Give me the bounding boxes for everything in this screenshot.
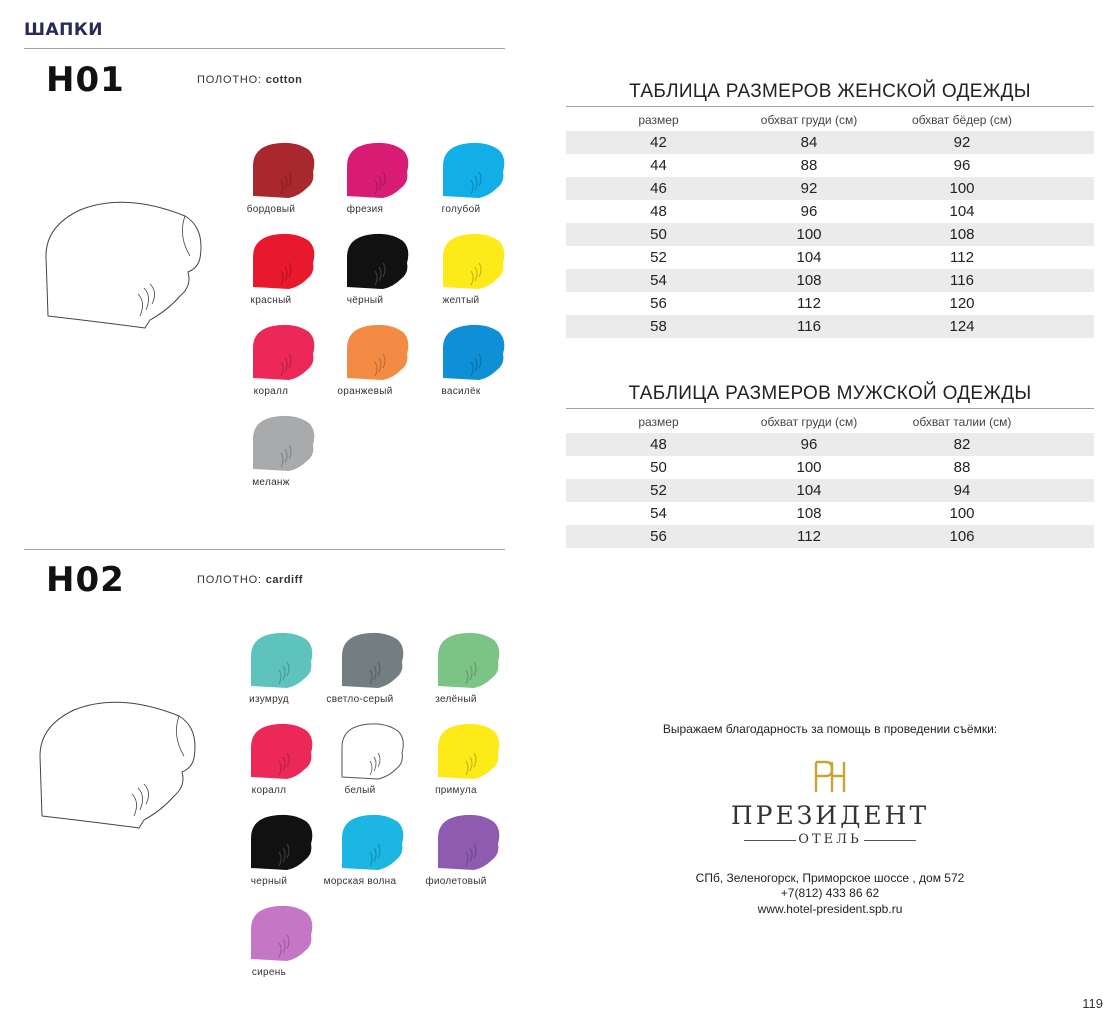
swatch-h02-4[interactable] bbox=[326, 723, 422, 809]
table-cell: 106 bbox=[949, 528, 975, 545]
fabric-h02 bbox=[197, 574, 303, 586]
table-row bbox=[566, 479, 1094, 502]
table-cell: 108 bbox=[796, 272, 822, 289]
hat-swatch-icon bbox=[251, 233, 317, 293]
hat-swatch-icon bbox=[436, 632, 502, 692]
hat-swatch-icon bbox=[249, 723, 315, 783]
men-table-title: ТАБЛИЦА РАЗМЕРОВ МУЖСКОЙ ОДЕЖДЫ bbox=[628, 383, 1032, 404]
color-name: белый bbox=[344, 785, 376, 796]
swatch-h02-5[interactable] bbox=[422, 723, 518, 809]
hotel-logo-name: ПРЕЗИДЕНТ bbox=[730, 801, 930, 830]
hat-swatch-icon bbox=[251, 415, 317, 475]
table-cell: 108 bbox=[796, 505, 822, 522]
section-title: ШАПКИ bbox=[24, 20, 104, 40]
table-cell: 104 bbox=[796, 482, 822, 499]
color-name: василёк bbox=[441, 386, 481, 397]
fabric-value: cotton bbox=[265, 74, 303, 86]
swatch-h01-3[interactable] bbox=[237, 233, 333, 319]
swatch-h01-8[interactable] bbox=[427, 324, 523, 410]
table-cell: 104 bbox=[949, 203, 975, 220]
fabric-label: ПОЛОТНО: bbox=[197, 74, 262, 86]
table-row bbox=[566, 200, 1094, 223]
hat-swatch-icon bbox=[441, 324, 507, 384]
women-table-title: ТАБЛИЦА РАЗМЕРОВ ЖЕНСКОЙ ОДЕЖДЫ bbox=[629, 81, 1031, 102]
table-row bbox=[566, 223, 1094, 246]
table-header bbox=[566, 109, 1094, 131]
hat-outline-h02 bbox=[34, 696, 204, 836]
swatch-h01-2[interactable] bbox=[427, 142, 523, 228]
color-name: коралл bbox=[251, 785, 287, 796]
table-row bbox=[566, 131, 1094, 154]
hat-swatch-icon bbox=[249, 632, 315, 692]
table-cell: 56 bbox=[650, 295, 667, 312]
table-row bbox=[566, 502, 1094, 525]
table-cell: 96 bbox=[953, 157, 971, 174]
table-cell: 112 bbox=[797, 528, 821, 545]
table-cell: 48 bbox=[650, 203, 667, 220]
header-chest: обхват груди (см) bbox=[760, 113, 858, 127]
table-cell: 96 bbox=[800, 436, 818, 453]
product-divider bbox=[24, 549, 505, 550]
color-name: светло-серый bbox=[326, 694, 394, 705]
table-row bbox=[566, 154, 1094, 177]
swatch-h02-8[interactable] bbox=[422, 814, 518, 900]
table-cell: 112 bbox=[797, 295, 821, 312]
swatch-h02-7[interactable] bbox=[323, 814, 422, 900]
table-cell: 48 bbox=[650, 436, 667, 453]
table-cell: 52 bbox=[650, 249, 667, 266]
table-cell: 92 bbox=[953, 134, 971, 151]
hat-swatch-icon bbox=[345, 233, 411, 293]
swatch-h02-6[interactable] bbox=[235, 814, 331, 900]
table-cell: 88 bbox=[800, 157, 818, 174]
table-cell: 96 bbox=[800, 203, 818, 220]
color-name: сирень bbox=[251, 967, 287, 978]
hotel-phone: +7(812) 433 86 62 bbox=[780, 886, 880, 900]
table-row bbox=[566, 315, 1094, 338]
table-header bbox=[566, 411, 1094, 433]
header-chest: обхват груди (см) bbox=[760, 415, 858, 429]
color-name: желтый bbox=[442, 295, 480, 306]
table-cell: 44 bbox=[650, 157, 667, 174]
swatch-h02-1[interactable] bbox=[326, 632, 422, 718]
color-name: красный bbox=[250, 295, 292, 306]
men-size-table bbox=[566, 411, 1094, 548]
header-size: размер bbox=[638, 415, 679, 429]
swatch-h02-9[interactable] bbox=[235, 905, 331, 991]
header-waist: обхват талии (см) bbox=[912, 415, 1012, 429]
logo-rule-right bbox=[864, 840, 916, 841]
hat-swatch-icon bbox=[251, 142, 317, 202]
hat-swatch-icon bbox=[249, 905, 315, 965]
table-cell: 58 bbox=[650, 318, 667, 335]
table-cell: 50 bbox=[650, 226, 667, 243]
table-cell: 50 bbox=[650, 459, 667, 476]
table-cell: 52 bbox=[650, 482, 667, 499]
table-cell: 108 bbox=[949, 226, 975, 243]
swatch-h01-9[interactable] bbox=[237, 415, 333, 501]
table-cell: 116 bbox=[797, 318, 821, 335]
color-name: голубой bbox=[441, 204, 481, 215]
hat-swatch-icon bbox=[340, 632, 406, 692]
hat-swatch-icon bbox=[340, 814, 406, 874]
color-name: фиолетовый bbox=[425, 876, 487, 887]
table-row bbox=[566, 246, 1094, 269]
table-cell: 88 bbox=[953, 459, 971, 476]
table-cell: 92 bbox=[800, 180, 818, 197]
color-name: меланж bbox=[252, 477, 290, 488]
swatch-h01-4[interactable] bbox=[331, 233, 427, 319]
table-cell: 100 bbox=[949, 505, 975, 522]
color-name: примула bbox=[435, 785, 477, 796]
table-cell: 42 bbox=[650, 134, 667, 151]
hat-outline-h01 bbox=[40, 196, 210, 336]
table-row bbox=[566, 177, 1094, 200]
table-cell: 104 bbox=[796, 249, 822, 266]
header-hips: обхват бёдер (см) bbox=[911, 113, 1013, 127]
page-number: 119 bbox=[1082, 996, 1103, 1011]
table-cell: 120 bbox=[949, 295, 975, 312]
table-cell: 124 bbox=[949, 318, 975, 335]
hat-swatch-icon bbox=[345, 142, 411, 202]
swatch-h01-1[interactable] bbox=[331, 142, 427, 228]
color-name: коралл bbox=[253, 386, 289, 397]
hat-swatch-icon bbox=[436, 814, 502, 874]
fabric-value: cardiff bbox=[265, 574, 303, 586]
hat-swatch-icon bbox=[436, 723, 502, 783]
table-cell: 100 bbox=[796, 226, 822, 243]
table-cell: 54 bbox=[650, 505, 667, 522]
swatch-h02-2[interactable] bbox=[422, 632, 518, 718]
fabric-label: ПОЛОТНО: bbox=[197, 574, 262, 586]
table-cell: 82 bbox=[953, 436, 971, 453]
product-code-h02: H02 bbox=[46, 560, 125, 600]
hotel-address: СПб, Зеленогорск, Приморское шоссе , дом 572 bbox=[695, 871, 965, 885]
product-code-h01: H01 bbox=[46, 60, 125, 100]
hat-swatch-icon bbox=[251, 324, 317, 384]
hotel-logo-sub: ОТЕЛЬ bbox=[798, 832, 862, 847]
table-row bbox=[566, 433, 1094, 456]
hat-swatch-icon bbox=[249, 814, 315, 874]
table-row bbox=[566, 292, 1094, 315]
women-size-table bbox=[566, 109, 1094, 338]
color-name: изумруд bbox=[249, 694, 289, 705]
hat-swatch-icon bbox=[441, 233, 507, 293]
table-row bbox=[566, 456, 1094, 479]
thanks-text: Выражаем благодарность за помощь в проведении съёмки: bbox=[662, 722, 998, 736]
table-cell: 100 bbox=[949, 180, 975, 197]
table-cell: 84 bbox=[800, 134, 818, 151]
color-name: чёрный bbox=[346, 295, 384, 306]
swatch-h01-5[interactable] bbox=[427, 233, 523, 319]
color-name: бордовый bbox=[246, 204, 296, 215]
fabric-h01 bbox=[197, 74, 302, 86]
color-name: фрезия bbox=[346, 204, 384, 215]
swatch-h01-7[interactable] bbox=[331, 324, 427, 410]
color-name: черный bbox=[250, 876, 288, 887]
hat-swatch-icon bbox=[340, 723, 406, 783]
swatch-h02-0[interactable] bbox=[235, 632, 331, 718]
hotel-logo-mark-icon bbox=[810, 758, 850, 796]
men-table-rule bbox=[566, 408, 1094, 409]
color-name: оранжевый bbox=[337, 386, 393, 397]
swatch-h02-3[interactable] bbox=[235, 723, 331, 809]
table-cell: 56 bbox=[650, 528, 667, 545]
table-cell: 112 bbox=[950, 249, 974, 266]
table-cell: 46 bbox=[650, 180, 667, 197]
women-table-rule bbox=[566, 106, 1094, 107]
color-name: зелёный bbox=[435, 694, 477, 705]
section-divider bbox=[24, 48, 505, 49]
swatch-h01-0[interactable] bbox=[237, 142, 333, 228]
table-cell: 54 bbox=[650, 272, 667, 289]
table-cell: 116 bbox=[950, 272, 974, 289]
table-row bbox=[566, 525, 1094, 548]
table-cell: 94 bbox=[953, 482, 971, 499]
color-name: морская волна bbox=[323, 876, 397, 887]
hotel-website: www.hotel-president.spb.ru bbox=[757, 902, 903, 916]
table-cell: 100 bbox=[796, 459, 822, 476]
header-size: размер bbox=[638, 113, 679, 127]
swatch-h01-6[interactable] bbox=[237, 324, 333, 410]
hat-swatch-icon bbox=[345, 324, 411, 384]
hat-swatch-icon bbox=[441, 142, 507, 202]
table-row bbox=[566, 269, 1094, 292]
